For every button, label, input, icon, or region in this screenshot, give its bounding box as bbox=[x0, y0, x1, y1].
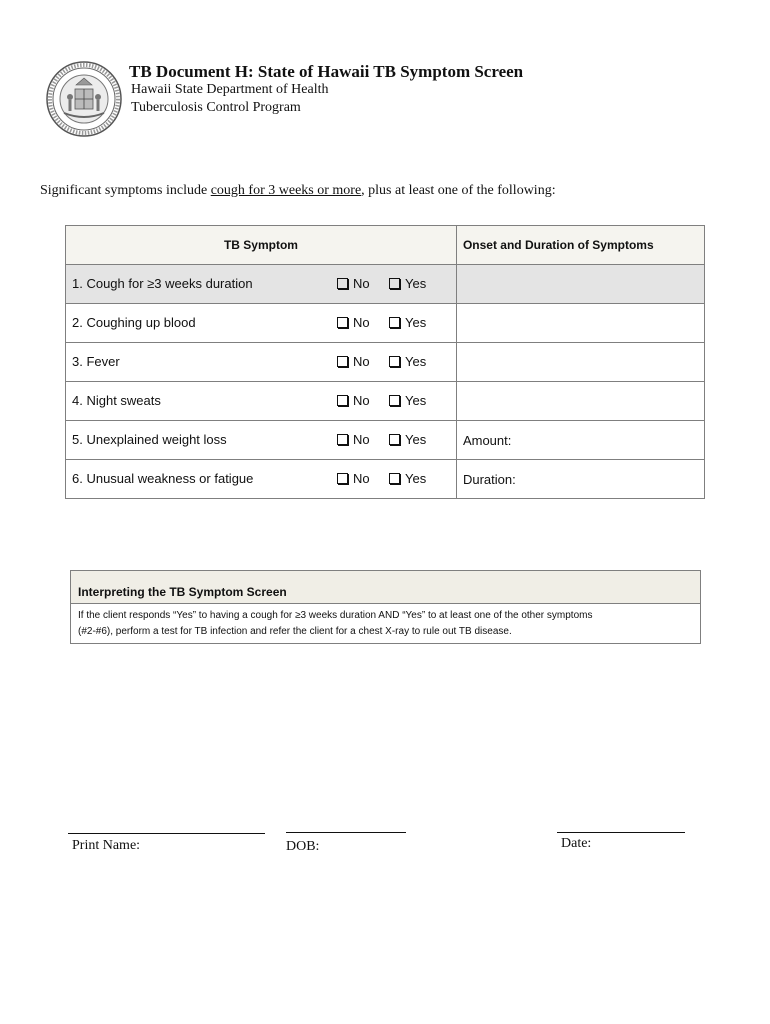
table-row bbox=[66, 382, 705, 421]
symptom-table bbox=[65, 225, 705, 499]
interpretation-text bbox=[71, 604, 700, 643]
no-label: No bbox=[353, 354, 370, 369]
symptom-label: 5. Unexplained weight loss bbox=[72, 432, 227, 447]
yes-checkbox[interactable] bbox=[389, 432, 426, 447]
duration-field[interactable]: Duration: bbox=[456, 460, 704, 499]
intro-text bbox=[40, 183, 556, 199]
print-name-line[interactable] bbox=[68, 833, 265, 834]
yes-checkbox[interactable] bbox=[389, 471, 426, 486]
dob-label: DOB: bbox=[286, 839, 320, 854]
checkbox-icon bbox=[389, 473, 400, 484]
program-name: Tuberculosis Control Program bbox=[131, 100, 301, 115]
onset-field[interactable] bbox=[456, 304, 704, 343]
symptom-label: 1. Cough for ≥3 weeks duration bbox=[72, 276, 253, 291]
checkbox-icon bbox=[389, 395, 400, 406]
date-label: Date: bbox=[561, 836, 592, 851]
table-row bbox=[66, 421, 705, 460]
table-row bbox=[66, 460, 705, 499]
amount-field[interactable]: Amount: bbox=[456, 421, 704, 460]
department-name: Hawaii State Department of Health bbox=[131, 82, 329, 97]
yes-label: Yes bbox=[405, 471, 427, 486]
intro-after: , plus at least one of the following: bbox=[361, 183, 556, 198]
interpretation-heading: Interpreting the TB Symptom Screen bbox=[71, 571, 700, 604]
checkbox-icon bbox=[337, 356, 348, 367]
yes-label: Yes bbox=[405, 315, 427, 330]
no-checkbox[interactable] bbox=[337, 315, 370, 330]
onset-field[interactable] bbox=[456, 265, 704, 304]
no-label: No bbox=[353, 393, 370, 408]
checkbox-icon bbox=[337, 395, 348, 406]
no-checkbox[interactable] bbox=[337, 432, 370, 447]
yes-label: Yes bbox=[405, 276, 427, 291]
document-title: TB Document H: State of Hawaii TB Symptom Screen bbox=[129, 62, 524, 81]
interpretation-box bbox=[70, 570, 701, 644]
column-header-symptom: TB Symptom bbox=[66, 226, 457, 265]
checkbox-icon bbox=[389, 278, 400, 289]
symptom-label: 2. Coughing up blood bbox=[72, 315, 196, 330]
yes-label: Yes bbox=[405, 354, 427, 369]
table-row bbox=[66, 304, 705, 343]
no-label: No bbox=[353, 471, 370, 486]
column-header-onset: Onset and Duration of Symptoms bbox=[456, 226, 704, 265]
checkbox-icon bbox=[389, 356, 400, 367]
onset-field[interactable] bbox=[456, 343, 704, 382]
intro-before: Significant symptoms include bbox=[40, 183, 211, 198]
checkbox-icon bbox=[337, 278, 348, 289]
interpretation-line-1: If the client responds “Yes” to having a cough for ≥3 weeks duration AND “Yes” to at least one of the other symptoms bbox=[78, 610, 593, 621]
state-seal-logo bbox=[46, 61, 122, 137]
checkbox-icon bbox=[337, 434, 348, 445]
interpretation-line-2: (#2-#6), perform a test for TB infection and refer the client for a chest X-ray to rule out TB disease. bbox=[78, 626, 512, 637]
table-row bbox=[66, 343, 705, 382]
symptom-label: 4. Night sweats bbox=[72, 393, 161, 408]
checkbox-icon bbox=[389, 434, 400, 445]
dob-line[interactable] bbox=[286, 832, 406, 833]
checkbox-icon bbox=[389, 317, 400, 328]
print-name-label: Print Name: bbox=[72, 838, 141, 853]
yes-label: Yes bbox=[405, 432, 427, 447]
checkbox-icon bbox=[337, 317, 348, 328]
yes-label: Yes bbox=[405, 393, 427, 408]
yes-checkbox[interactable] bbox=[389, 276, 426, 291]
table-row bbox=[66, 265, 705, 304]
yes-checkbox[interactable] bbox=[389, 315, 426, 330]
no-checkbox[interactable] bbox=[337, 471, 370, 486]
yes-checkbox[interactable] bbox=[389, 393, 426, 408]
no-label: No bbox=[353, 315, 370, 330]
no-label: No bbox=[353, 276, 370, 291]
intro-underlined: cough for 3 weeks or more bbox=[210, 183, 362, 198]
symptom-label: 6. Unusual weakness or fatigue bbox=[72, 471, 254, 486]
date-line[interactable] bbox=[557, 832, 685, 833]
no-checkbox[interactable] bbox=[337, 354, 370, 369]
checkbox-icon bbox=[337, 473, 348, 484]
no-checkbox[interactable] bbox=[337, 393, 370, 408]
no-label: No bbox=[353, 432, 370, 447]
symptom-label: 3. Fever bbox=[72, 354, 120, 369]
onset-field[interactable] bbox=[456, 382, 704, 421]
no-checkbox[interactable] bbox=[337, 276, 370, 291]
yes-checkbox[interactable] bbox=[389, 354, 426, 369]
